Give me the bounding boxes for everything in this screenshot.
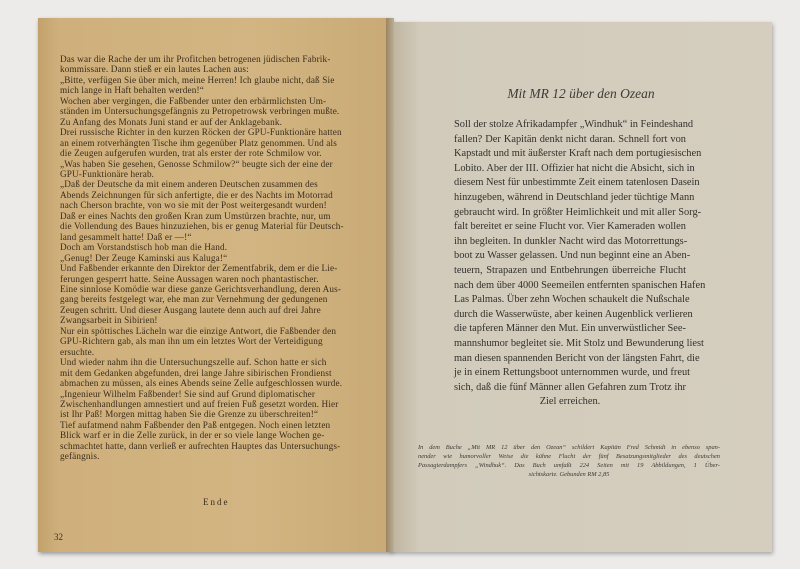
text-line: ferungen gesperrt hatte. Seine Aussagen waren noch phantastischer. [60,273,319,284]
text-line: Das war die Rache der um ihr Profitchen betrogenen jüdischen Fabrik- [60,54,331,64]
text-line: gebraucht wird. In größter Heimlichkeit und mit aller Sorg- [454,206,702,218]
text-line: nach Cherson brachte, von wo sie mit der Post weitergesandt wurden! [60,200,327,211]
book-blurb [454,118,706,410]
text-line: GPU-Funktionäre herab. [60,168,155,179]
text-line: je in einem Rettungsboot unternommen wurde, und freut [454,367,691,379]
text-line: ihn begleiten. In dunkler Nacht wird das Motorrettungs- [454,235,688,247]
book-title: Mit MR 12 über den Ozean [507,86,655,101]
text-line: „Bitte, verfügen Sie über mich, meine Herren! Ich glaube nicht, daß Sie [60,74,335,85]
text-line: die Zeugen aufgerufen wurden, trat als erster der rote Schmilow vor. [60,148,322,159]
text-line: Und wieder nahm ihn die Untersuchungszelle auf. Schon hatte er sich [60,357,327,368]
text-line: fallen? Der Kapitän denkt nicht daran. Schnell fort von [454,133,686,145]
footnote-line: In dem Buche „Mit MR 12 über den Ozean“ schildert Kapitän Fred Schmidt in ebenso span- [418,444,720,451]
text-line: kommissare. Dann stieß er ein lautes Lachen aus: [60,64,249,75]
book-gutter [386,18,394,552]
text-line: Kapstadt und mit äußerster Kraft nach dem portugiesischen [454,148,702,160]
text-line: schmachtet hatte, dann verließ er aufrechten Hauptes das Untersuchungs- [60,440,341,451]
text-line: Tief aufatmend nahm Faßbender den Paß entgegen. Noch einen letzten [60,419,331,430]
right-page [390,22,772,552]
text-line: hinzugeben, während in Deutschland jeder tüchtige Mann [454,191,695,203]
text-line: Abends Zeichnungen für sich anfertigte, die er des Nachts im Motorrad [60,189,333,200]
left-page-text [60,54,382,462]
text-line: Soll der stolze Afrikadampfer „Windhuk“ in Feindeshand [454,119,694,130]
text-line: gang bereits festgelegt war, ehe man zur Vernehmung der gedungenen [60,294,328,305]
text-line: Lobito. Aber der III. Offizier hat nicht die Absicht, sich in [454,162,695,174]
text-line: nach dem über 4000 Seemeilen entfernten spanischen Hafen [454,279,706,291]
text-line: „Ingenieur Wilhelm Faßbender! Sie sind auf Grund diplomatischer [60,388,316,399]
text-line: Und Faßbender erkannte den Direktor der Zementfabrik, dem er die Lie- [60,263,338,274]
text-line: Blick warf er in die Zelle zurück, in der er so viele lange Wochen ge- [60,430,325,441]
text-line: Zeugen schritt. Und dieser Ausgang lautete denn auch auf drei Jahre [60,304,321,315]
text-line: Zwangsarbeit in Sibirien! [60,315,158,326]
text-line: diesem Nest für unbestimmte Zeit einem tatenlosen Dasein [454,177,700,189]
text-line: GPU-Richtern gab, als man ihn um ein letztes Wort der Verteidigung [60,336,323,347]
book-footnote [418,443,720,479]
text-line: Wochen aber vergingen, die Faßbender unter den erbärmlichsten Um- [60,95,327,106]
text-line: Las Palmas. Über zehn Wochen schaukelt die Nußschale [454,294,690,306]
left-page [38,18,392,552]
text-line: boot zu Wasser gelassen. Und nun beginnt eine an Aben- [454,250,691,262]
text-line: falt bereitet er seine Flucht vor. Vier Kameraden wollen [454,221,686,233]
end-label: Ende [203,497,230,507]
text-line: Zwischenhandlungen amnestiert und auf freien Fuß gesetzt worden. Hier [60,398,339,409]
text-line: teuern, Strapazen und Entbehrungen überreiche Flucht [454,264,686,276]
text-line: die Vollendung des Baues hinzuziehen, bis er genug Material für Deutsch- [60,221,344,232]
text-line: ersuchte. [60,346,95,357]
text-line: abmachen zu müssen, als eines Abends seine Zelle aufgeschlossen wurde. [60,378,343,389]
footnote-line: Passagierdampfers „Windhuk“. Das Buch umfaßt 224 Seiten mit 19 Abbildungen, 1 Über- [418,462,720,469]
text-line: mich lange in Haft behalten werden!“ [60,85,204,96]
text-line: mannshumor begleitet sie. Mit Stolz und Bewunderung liest [454,337,704,349]
text-line: „Genug! Der Zeuge Kaminski aus Kaluga!“ [60,252,228,263]
text-line: an einem rotverhängten Tische ihm gegenüber Platz genommen. Und als [60,137,337,148]
page-number: 32 [54,532,63,542]
text-line: Doch am Vorstandstisch hob man die Hand. [60,242,228,253]
text-line: Drei russische Richter in den kurzen Röcken der GPU-Funktionäre hatten [60,127,342,138]
footnote-line: nender wie humorvoller Weise die kühne Flucht der fünf Besatzungsmitglieder des deutschen [418,453,720,460]
text-line: „Was haben Sie gesehen, Genosse Schmilow?“ beugte sich der eine der [60,158,333,169]
text-line: sich, daß die fünf Männer allen Gefahren zum Trotz ihr [454,381,686,393]
text-line: gefängnis. [60,451,100,462]
text-line: „Daß der Deutsche da mit einem anderen Deutschen zusammen des [60,179,318,190]
text-line: durch die Wasserwüste, aber keinen Augenblick verlieren [454,308,693,320]
text-line: Zu Anfang des Monats Juni stand er auf der Anklagebank. [60,116,283,127]
text-line: ständen im Untersuchungsgefängnis zu Petropetrowsk verbringen mußte. [60,106,340,117]
text-line: land gesammelt hatte! Daß er —!“ [60,231,192,242]
footnote-line: sichtskarte. Gebunden RM 2,85 [528,471,610,478]
text-line: die tapferen Männer den Mut. Ein unverwüstlicher See- [454,323,686,335]
text-line: Eine sinnlose Komödie war diese ganze Gerichtsverhandlung, deren Aus- [60,283,342,294]
text-line: Ziel erreichen. [539,396,601,408]
text-line: ist Ihr Paß! Morgen mittag haben Sie die Grenze zu überschreiten!“ [60,409,319,420]
text-line: mit dem Gedanken abgefunden, drei lange Jahre sibirischen Frondienst [60,367,332,378]
text-line: Nur ein spöttisches Lächeln war die einzige Antwort, die Faßbender den [60,325,337,336]
text-line: Daß er eines Nachts den großen Kran zum Umstürzen brachte, nur, um [60,210,331,221]
text-line: man diesen spannenden Bericht von der längsten Fahrt, die [454,352,700,364]
